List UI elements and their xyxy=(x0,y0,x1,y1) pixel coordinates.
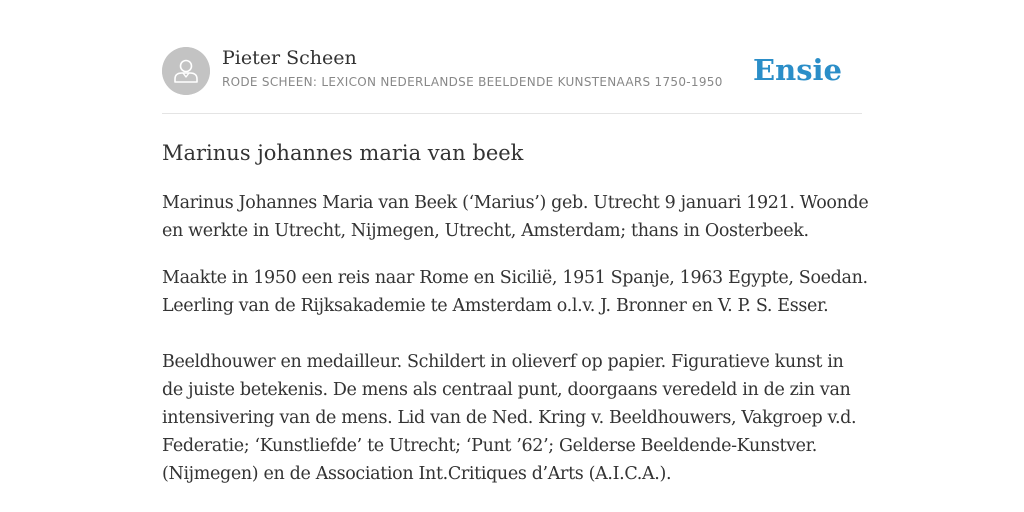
paragraph-line: de juiste betekenis. De mens als centraal punt, doorgaans veredeld in de zin van xyxy=(162,380,851,400)
article-header xyxy=(162,46,862,96)
paragraph-line: Leerling van de Rijksakademie te Amsterdam o.l.v. J. Bronner en V. P. S. Esser. xyxy=(162,296,829,316)
article-title: Marinus johannes maria van beek xyxy=(162,141,524,165)
paragraph-line: Federatie; ‘Kunstliefde’ te Utrecht; ‘Punt ’62’; Gelderse Beeldende-Kunstver. xyxy=(162,436,817,456)
paragraph-line: Maakte in 1950 een reis naar Rome en Sicilië, 1951 Spanje, 1963 Egypte, Soedan. xyxy=(162,268,868,288)
brand-logo[interactable]: Ensie xyxy=(753,53,842,87)
paragraph-line: Beeldhouwer en medailleur. Schildert in olieverf op papier. Figuratieve kunst in xyxy=(162,352,844,372)
article-paragraph-2 xyxy=(162,264,868,320)
paragraph-line: Marinus Johannes Maria van Beek (‘Marius’) geb. Utrecht 9 januari 1921. Woonde xyxy=(162,193,869,213)
source-title[interactable]: RODE SCHEEN: LEXICON NEDERLANDSE BEELDENDE KUNSTENAARS 1750-1950 xyxy=(222,75,723,89)
paragraph-line: intensivering van de mens. Lid van de Ned. Kring v. Beeldhouwers, Vakgroep v.d. xyxy=(162,408,857,428)
article-paragraph-1 xyxy=(162,189,869,245)
user-icon[interactable] xyxy=(162,47,210,95)
article-paragraph-3 xyxy=(162,348,862,488)
header-divider xyxy=(162,113,862,114)
author-name[interactable]: Pieter Scheen xyxy=(222,47,357,69)
paragraph-line: (Nijmegen) en de Association Int.Critiques d’Arts (A.I.C.A.). xyxy=(162,464,672,484)
paragraph-line: en werkte in Utrecht, Nijmegen, Utrecht, Amsterdam; thans in Oosterbeek. xyxy=(162,221,809,241)
